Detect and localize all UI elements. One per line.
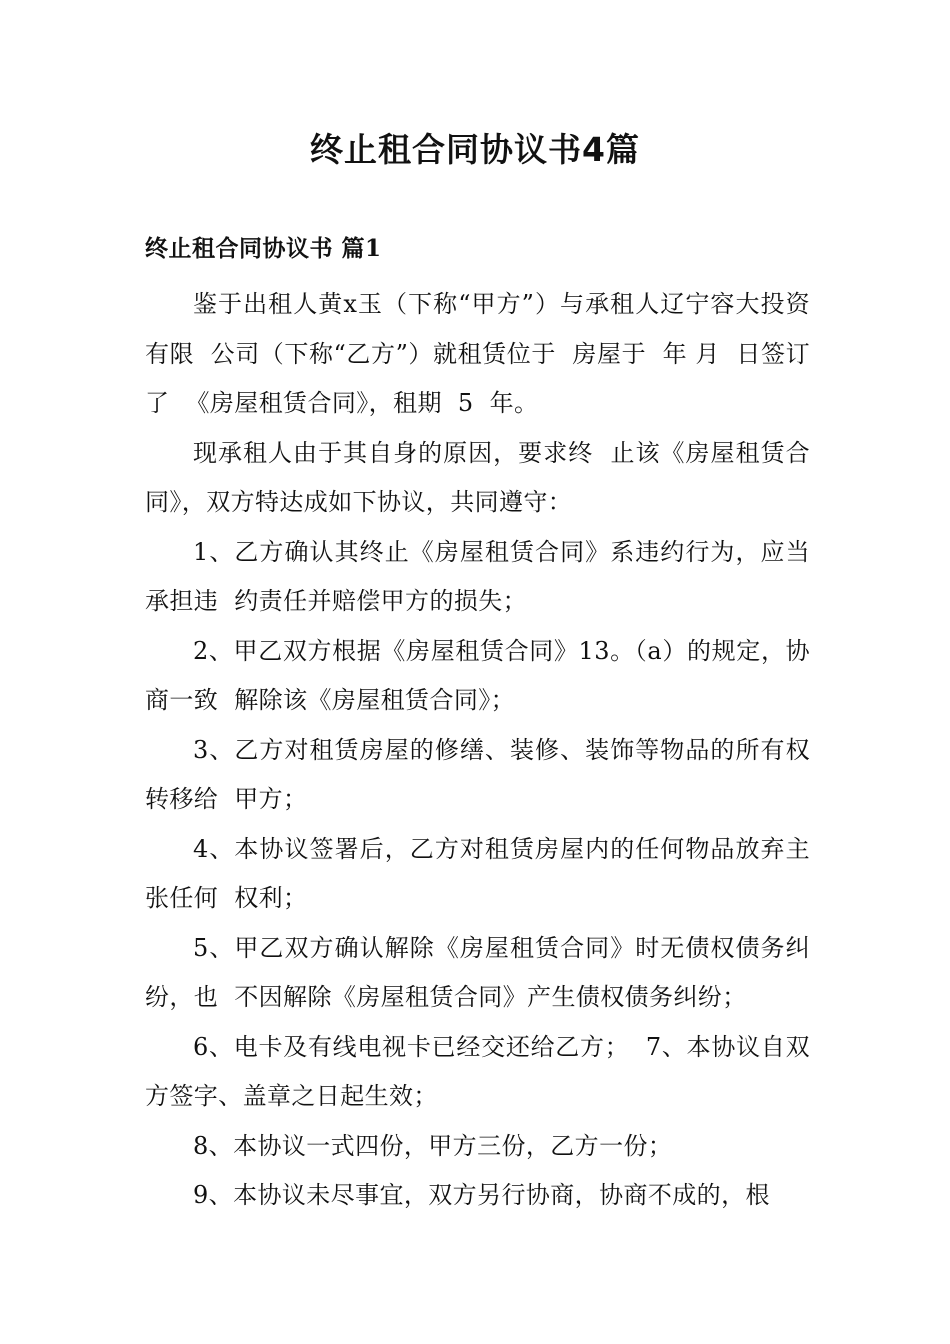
clause-6-7: 6、电卡及有线电视卡已经交还给乙方； 7、本协议自双方签字、盖章之日起生效； [145, 1032, 810, 1110]
document-body [145, 280, 810, 1221]
clause-4: 4、本协议签署后，乙方对租赁房屋内的任何物品放弃主张任何 权利； [145, 834, 810, 912]
clause-3: 3、乙方对租赁房屋的修缮、装修、装饰等物品的所有权转移给 甲方； [145, 735, 810, 813]
clause-9: 9、本协议未尽事宜，双方另行协商，协商不成的，根 [193, 1181, 770, 1209]
paragraph-request: 现承租人由于其自身的原因，要求终 止该《房屋租赁合同》，双方特达成如下协议，共同遵守： [145, 438, 810, 516]
clause-1: 1、乙方确认其终止《房屋租赁合同》系违约行为，应当承担违 约责任并赔偿甲方的损失； [145, 537, 810, 615]
clause-5: 5、甲乙双方确认解除《房屋租赁合同》时无债权债务纠纷，也 不因解除《房屋租赁合同》产生债权债务纠纷； [145, 933, 810, 1011]
clause-2: 2、甲乙双方根据《房屋租赁合同》13。（a）的规定，协商一致 解除该《房屋租赁合同》； [145, 636, 810, 714]
paragraph-intro: 鉴于出租人黄x玉（下称“甲方”）与承租人辽宁容大投资有限 公司（下称“乙方”）就租赁位于 房屋于 年 月 日签订了 《房屋租赁合同》，租期 5 年。 [145, 290, 810, 417]
document-title: 终止租合同协议书4篇 [310, 130, 640, 169]
section-heading: 终止租合同协议书 篇1 [145, 235, 382, 262]
clause-8: 8、本协议一式四份，甲方三份，乙方一份； [193, 1131, 673, 1160]
